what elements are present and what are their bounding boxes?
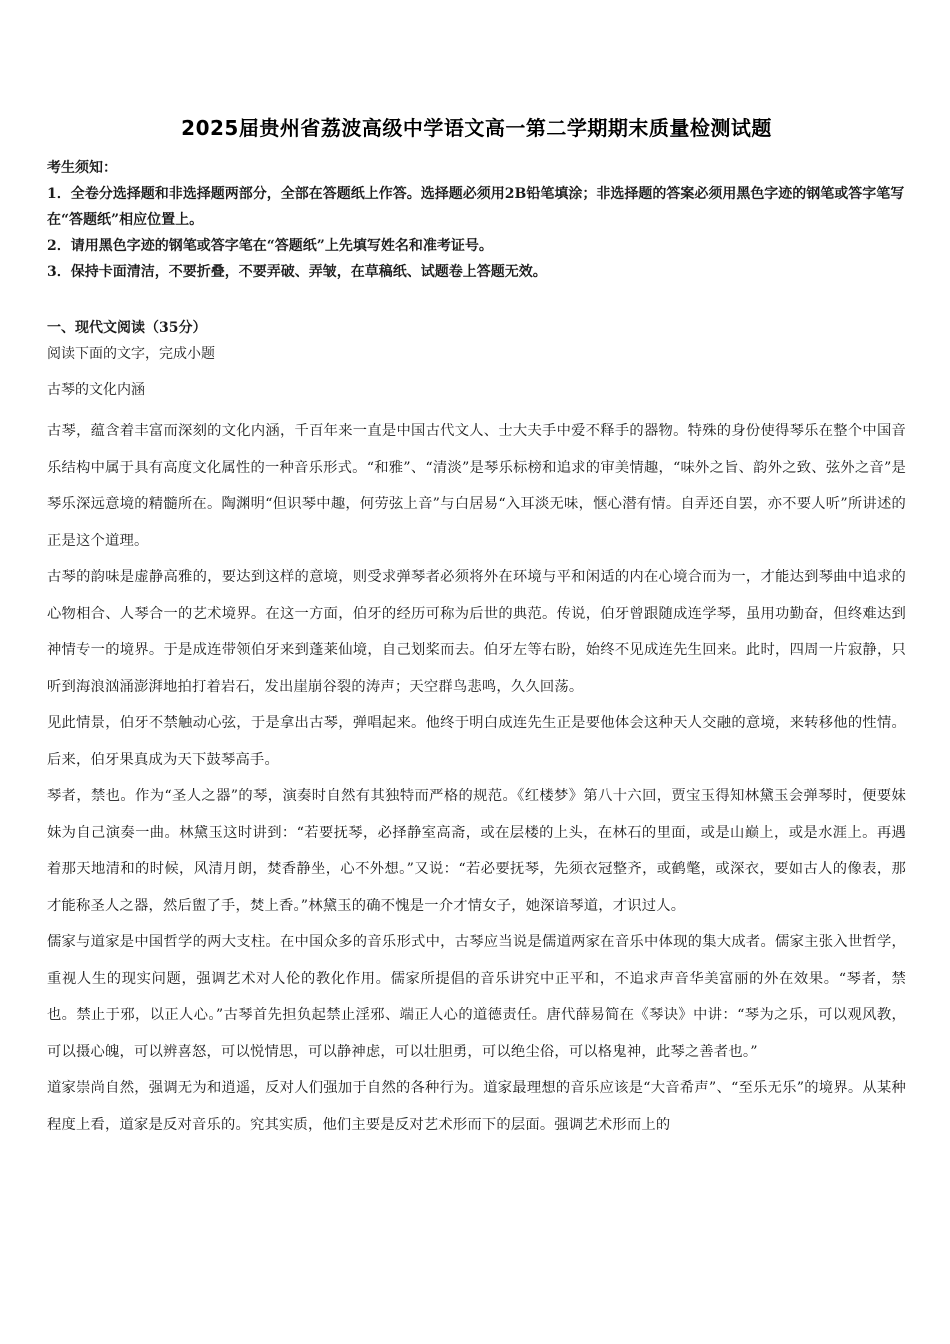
article-paragraph-6: 道家崇尚自然，强调无为和逍遥，反对人们强加于自然的各种行为。道家最理想的音乐应该是“大音希声”、“至乐无乐”的境界。从某种程度上看，道家是反对音乐的。究其实质，他们主要是反对艺术形而下的层面。强调艺术形而上的: [47, 1080, 906, 1133]
section-instruction: 阅读下面的文字，完成小题: [47, 346, 215, 362]
notice-title: 考生须知：: [47, 160, 117, 176]
article-paragraph-3: 见此情景，伯牙不禁触动心弦，于是拿出古琴，弹唱起来。他终于明白成连先生正是要他体会这种天人交融的意境，来转移他的性情。后来，伯牙果真成为天下鼓琴高手。: [47, 715, 906, 768]
article-paragraph-2: 古琴的韵味是虚静高雅的，要达到这样的意境，则受求弹琴者必须将外在环境与平和闲适的内在心境合而为一，才能达到琴曲中追求的心物相合、人琴合一的艺术境界。在这一方面，伯牙的经历可称为后世的典范。传说，伯牙曾跟随成连学琴，虽用功勤奋，但终难达到神情专一的境界。于是成连带领伯牙来到蓬莱仙境，自己划桨而去。伯牙左等右盼，始终不见成连先生回来。此时，四周一片寂静，只听到海浪汹涌澎湃地拍打着岩石，发出崖崩谷裂的涛声；天空群鸟悲鸣，久久回荡。: [47, 569, 906, 695]
article-paragraph-5: 儒家与道家是中国哲学的两大支柱。在中国众多的音乐形式中，古琴应当说是儒道两家在音乐中体现的集大成者。儒家主张入世哲学，重视人生的现实问题，强调艺术对人伦的教化作用。儒家所提倡的音乐讲究中正平和，不追求声音华美富丽的外在效果。“琴者，禁也。禁止于邪，以正人心。”古琴首先担负起禁止淫邪、端正人心的道德责任。唐代薛易简在《琴诀》中讲：“琴为之乐，可以观风教，可以摄心魄，可以辨喜怒，可以悦情思，可以静神虑，可以壮胆勇，可以绝尘俗，可以格鬼神，此琴之善者也。”: [47, 934, 906, 1060]
article-title: 古琴的文化内涵: [47, 382, 145, 398]
article-paragraph-1: 古琴，蕴含着丰富而深刻的文化内涵，千百年来一直是中国古代文人、士大夫手中爱不释手的器物。特殊的身份使得琴乐在整个中国音乐结构中属于具有高度文化属性的一种音乐形式。“和雅”、“清淡”是琴乐标榜和追求的审美情趣，“味外之旨、韵外之致、弦外之音”是琴乐深远意境的精髓所在。陶渊明“但识琴中趣，何劳弦上音”与白居易“入耳淡无味，惬心潜有情。自弄还自罢，亦不要人听”所讲述的正是这个道理。: [47, 423, 906, 549]
article-paragraph-4: 琴者，禁也。作为“圣人之器”的琴，演奏时自然有其独特而严格的规范。《红楼梦》第八十六回，贾宝玉得知林黛玉会弹琴时，便要妹妹为自己演奏一曲。林黛玉这时讲到：“若要抚琴，必择静室高斋，或在层楼的上头，在林石的里面，或是山巅上，或是水涯上。再遇着那天地清和的时候，风清月朗，焚香静坐，心不外想。”又说：“若必要抚琴，先须衣冠整齐，或鹤氅，或深衣，要如古人的像表，那才能称圣人之器，然后盥了手，焚上香。”林黛玉的确不愧是一介才情女子，她深谙琴道，才识过人。: [47, 788, 906, 914]
notice-item-2: 2．请用黑色字迹的钢笔或答字笔在“答题纸”上先填写姓名和准考证号。: [47, 238, 493, 254]
notice-block: [47, 155, 906, 285]
notice-item-1: 1．全卷分选择题和非选择题两部分，全部在答题纸上作答。选择题必须用2B铅笔填涂；非选择题的答案必须用黑色字迹的钢笔或答字笔写在“答题纸”相应位置上。: [47, 186, 905, 228]
notice-item-3: 3．保持卡面清洁，不要折叠，不要弄破、弄皱，在草稿纸、试题卷上答题无效。: [47, 264, 547, 280]
section-reading: [47, 315, 906, 1143]
exam-title: 2025届贵州省荔波高级中学语文高一第二学期期末质量检测试题: [181, 116, 772, 140]
section-heading: 一、现代文阅读（35分）: [47, 320, 207, 336]
